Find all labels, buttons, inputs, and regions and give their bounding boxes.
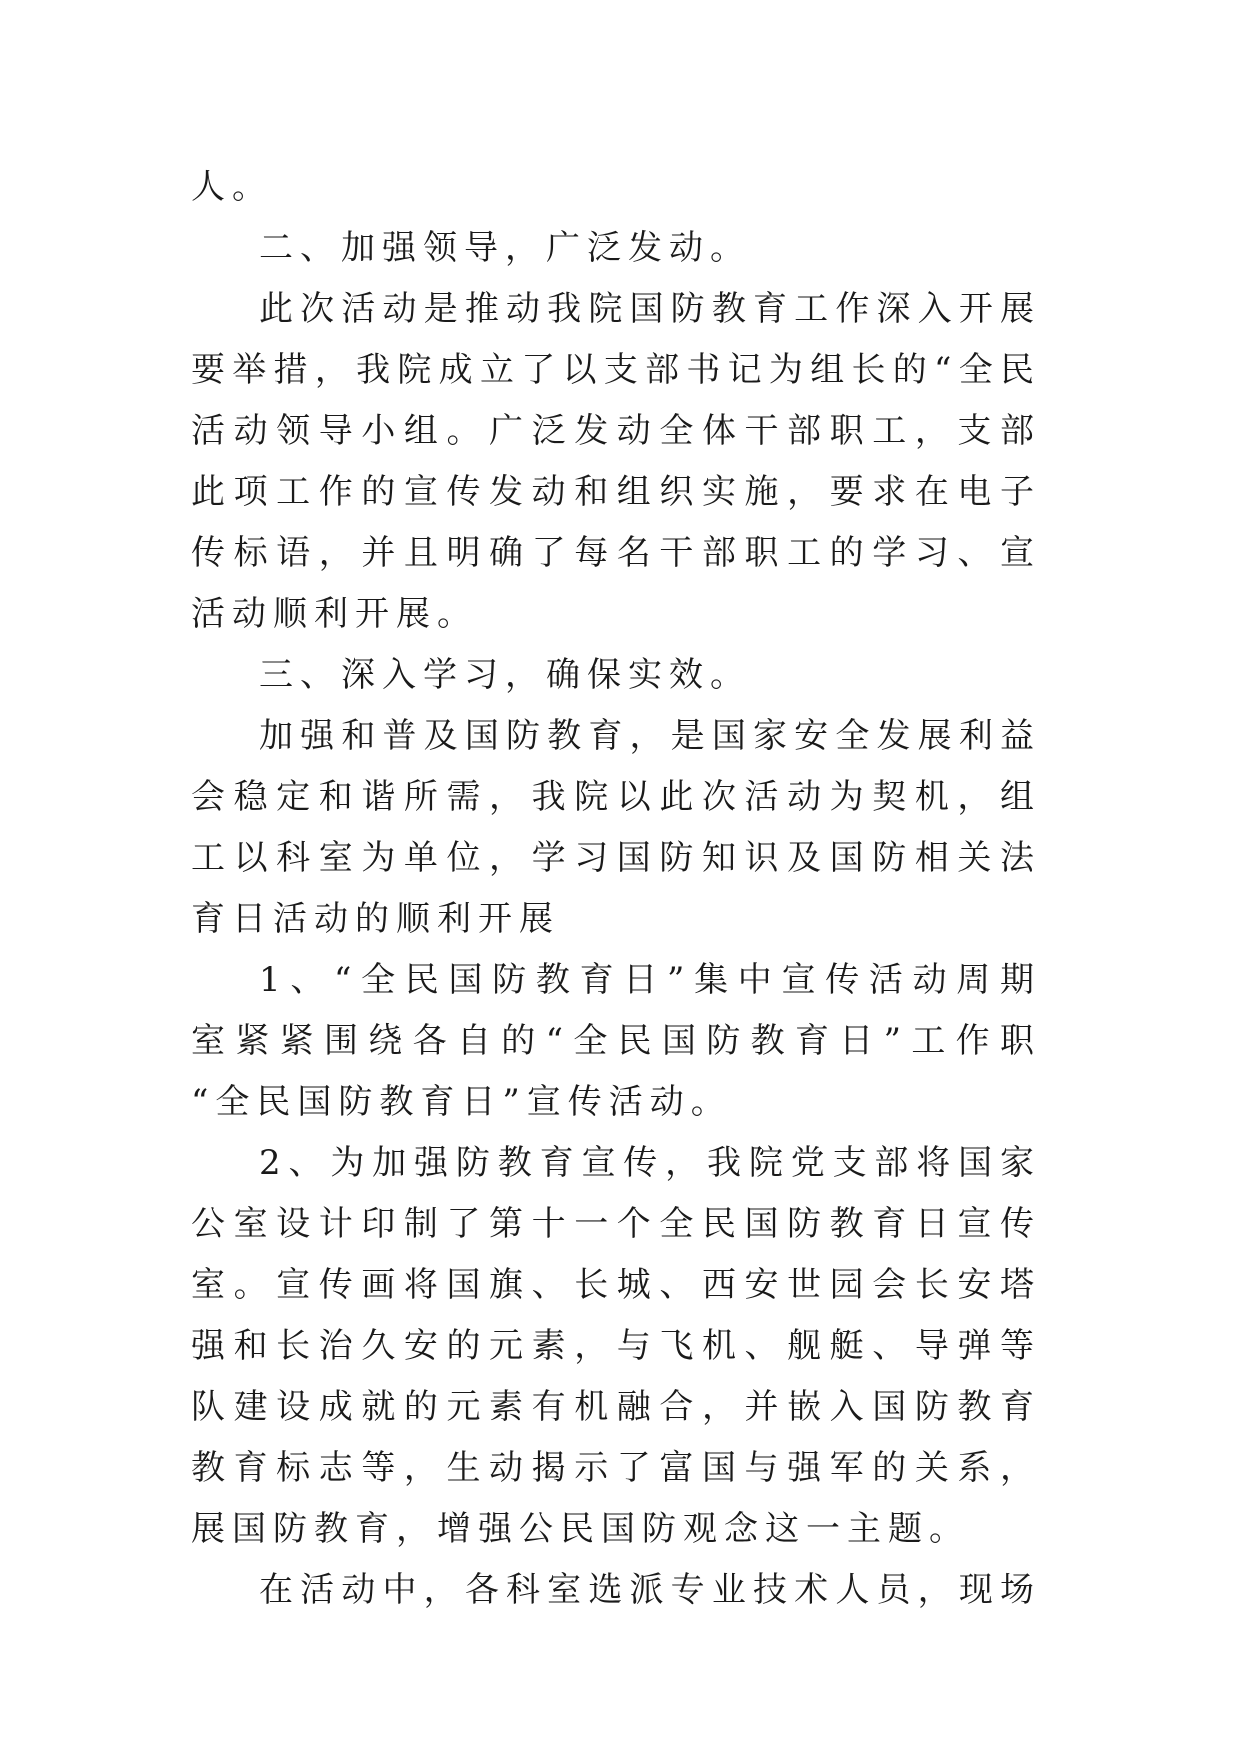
section-heading: 二、加强领导，广泛发动。 [259,228,751,268]
text-line: 公室设计印制了第十一个全民国防教育日宣传 [191,1204,1041,1244]
text-line: 加强和普及国防教育，是国家安全发展利益 [259,716,1041,756]
text-line: 此项工作的宣传发动和组织实施，要求在电子 [191,472,1041,512]
text-line: 2、为加强防教育宣传，我院党支部将国家 [259,1143,1041,1183]
document-body [191,157,1041,1621]
text-line: 会稳定和谐所需，我院以此次活动为契机，组 [191,777,1041,817]
text-line: 队建设成就的元素有机融合，并嵌入国防教育 [191,1387,1041,1427]
text-line: 活动领导小组。广泛发动全体干部职工，支部 [191,411,1041,451]
text-line: “全民国防教育日”宣传活动。 [191,1082,732,1122]
section-heading: 三、深入学习，确保实效。 [259,655,751,695]
text-line: 工以科室为单位，学习国防知识及国防相关法 [191,838,1041,878]
text-line: 此次活动是推动我院国防教育工作深入开展 [259,289,1041,329]
text-line: 强和长治久安的元素，与飞机、舰艇、导弹等 [191,1326,1041,1366]
text-line: 活动顺利开展。 [191,594,478,634]
text-line: 在活动中，各科室选派专业技术人员，现场 [259,1570,1041,1610]
text-line: 展国防教育，增强公民国防观念这一主题。 [191,1509,970,1549]
text-line: 教育标志等，生动揭示了富国与强军的关系， [191,1448,1041,1488]
text-line: 室紧紧围绕各自的“全民国防教育日”工作职 [191,1021,1041,1061]
text-line: 室。宣传画将国旗、长城、西安世园会长安塔 [191,1265,1041,1305]
text-line: 传标语，并且明确了每名干部职工的学习、宣 [191,533,1041,573]
text-line: 育日活动的顺利开展 [191,899,560,939]
text-line: 要举措，我院成立了以支部书记为组长的“全民 [191,350,1041,390]
text-line: 人。 [191,167,273,207]
text-line: 1、“全民国防教育日”集中宣传活动周期 [259,960,1041,1000]
